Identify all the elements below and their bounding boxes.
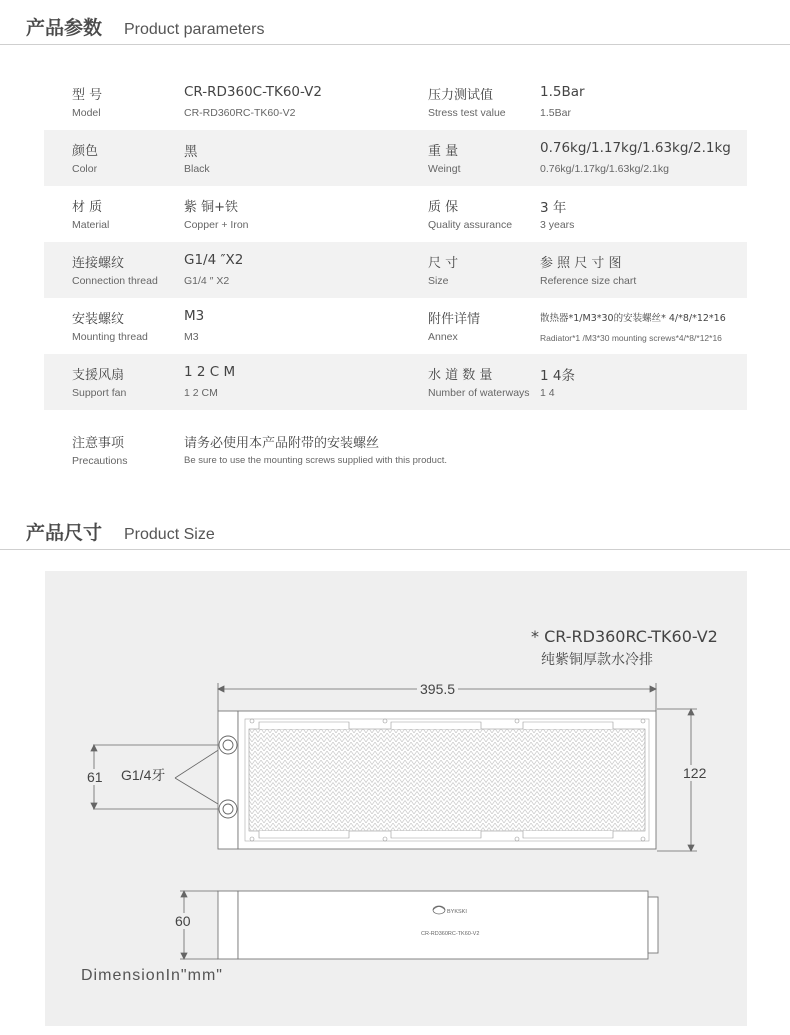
param-label-en: Quality assurance (428, 219, 513, 231)
param-value-en: 0.76kg/1.17kg/1.63kg/2.1kg (540, 163, 670, 175)
param-value-cn: 1 4条 (540, 368, 575, 384)
param-label-cn: 水 道 数 量 (428, 368, 493, 383)
param-label-cn: 尺 寸 (428, 256, 459, 271)
param-value-en: 3 years (540, 219, 575, 231)
param-value-en: 1.5Bar (540, 107, 571, 119)
param-label-en: Connection thread (72, 275, 158, 287)
drawing-model-subtitle: 纯紫铜厚款水冷排 (541, 652, 653, 668)
side-model-text: CR-RD360RC-TK60-V2 (421, 931, 480, 937)
param-row-thread (44, 242, 747, 298)
param-value-cn: 黑 (184, 144, 198, 160)
precautions-value-en: Be sure to use the mounting screws supplied with this product. (184, 455, 447, 466)
param-label-en: Material (72, 219, 110, 231)
port-spacing-label: 61 (87, 769, 103, 785)
precautions-label-en: Precautions (72, 455, 128, 467)
param-label-cn: 支援风扇 (72, 368, 125, 383)
precautions-value-cn: 请务必使用本产品附带的安装螺丝 (184, 436, 380, 451)
side-logo-text: BYKSKI (447, 909, 467, 915)
section-header-params (0, 14, 790, 45)
param-row-material (44, 186, 747, 242)
precautions-row (44, 422, 747, 478)
dimension-drawing (45, 571, 747, 1026)
param-value-cn: 紫 铜+铁 (184, 200, 239, 215)
port-top (219, 736, 237, 754)
param-value-cn: 3 年 (540, 200, 567, 216)
port-bottom (219, 800, 237, 818)
param-label-en: Annex (428, 331, 458, 343)
param-label-cn: 重 量 (428, 144, 459, 159)
precautions-label-cn: 注意事项 (72, 436, 125, 451)
param-row-mounting (44, 298, 747, 354)
param-value-en: Reference size chart (540, 275, 637, 287)
param-row-model (44, 74, 747, 130)
section-header-size (0, 519, 790, 550)
param-value-cn: G1/4 ″X2 (184, 252, 244, 268)
param-label-cn: 质 保 (428, 200, 459, 215)
param-label-en: Stress test value (428, 107, 506, 119)
param-value-cn: 0.76kg/1.17kg/1.63kg/2.1kg (540, 140, 731, 156)
param-label-en: Size (428, 275, 449, 287)
drawing-model-title: * CR-RD360RC-TK60-V2 (531, 627, 718, 646)
params-table (44, 74, 747, 410)
param-label-en: Model (72, 107, 101, 119)
param-label-cn: 型 号 (72, 88, 103, 103)
section-title-cn: 产品尺寸 (26, 522, 103, 544)
param-value-en: G1/4 ″ X2 (184, 275, 230, 287)
param-value-cn: 散热器*1/M3*30的安装螺丝* 4/*8/*12*16 (540, 313, 726, 324)
param-value-cn: 参 照 尺 寸 图 (540, 256, 622, 271)
radiator-front-view (218, 711, 656, 849)
param-label-cn: 材 质 (72, 200, 103, 215)
param-label-en: Color (72, 163, 98, 175)
param-label-cn: 连接螺纹 (72, 256, 125, 271)
param-value-cn: 1.5Bar (540, 84, 585, 100)
param-value-en: M3 (184, 331, 199, 343)
param-label-en: Mounting thread (72, 331, 148, 343)
param-value-cn: CR-RD360C-TK60-V2 (184, 84, 322, 100)
param-value-en: CR-RD360RC-TK60-V2 (184, 107, 296, 119)
param-label-en: Weingt (428, 163, 461, 175)
thread-label: G1/4牙 (121, 767, 166, 783)
param-label-cn: 压力测试值 (428, 88, 494, 103)
param-value-en: Copper + Iron (184, 219, 249, 231)
param-label-cn: 颜色 (72, 144, 99, 159)
param-label-cn: 安装螺纹 (72, 312, 125, 327)
param-value-cn: 1 2 C M (184, 364, 236, 380)
param-value-en: 1 2 CM (184, 387, 218, 399)
param-row-fan (44, 354, 747, 410)
param-label-en: Number of waterways (428, 387, 530, 399)
param-value-en: 1 4 (540, 387, 555, 399)
param-value-cn: M3 (184, 308, 205, 324)
unit-note: DimensionIn"mm" (81, 967, 223, 984)
length-label: 395.5 (417, 681, 458, 697)
section-title-en: Product parameters (124, 21, 265, 38)
radiator-side-view (218, 891, 658, 959)
param-value-en: Radiator*1 /M3*30 mounting screws*4/*8/*12*16 (540, 333, 722, 343)
param-row-color (44, 130, 747, 186)
param-value-en: Black (184, 163, 210, 175)
section-title-en: Product Size (124, 526, 215, 543)
section-title-cn: 产品参数 (26, 17, 103, 39)
param-label-cn: 附件详情 (428, 312, 481, 327)
param-label-en: Support fan (72, 387, 127, 399)
height-label: 122 (683, 765, 707, 781)
thickness-label: 60 (175, 913, 191, 929)
